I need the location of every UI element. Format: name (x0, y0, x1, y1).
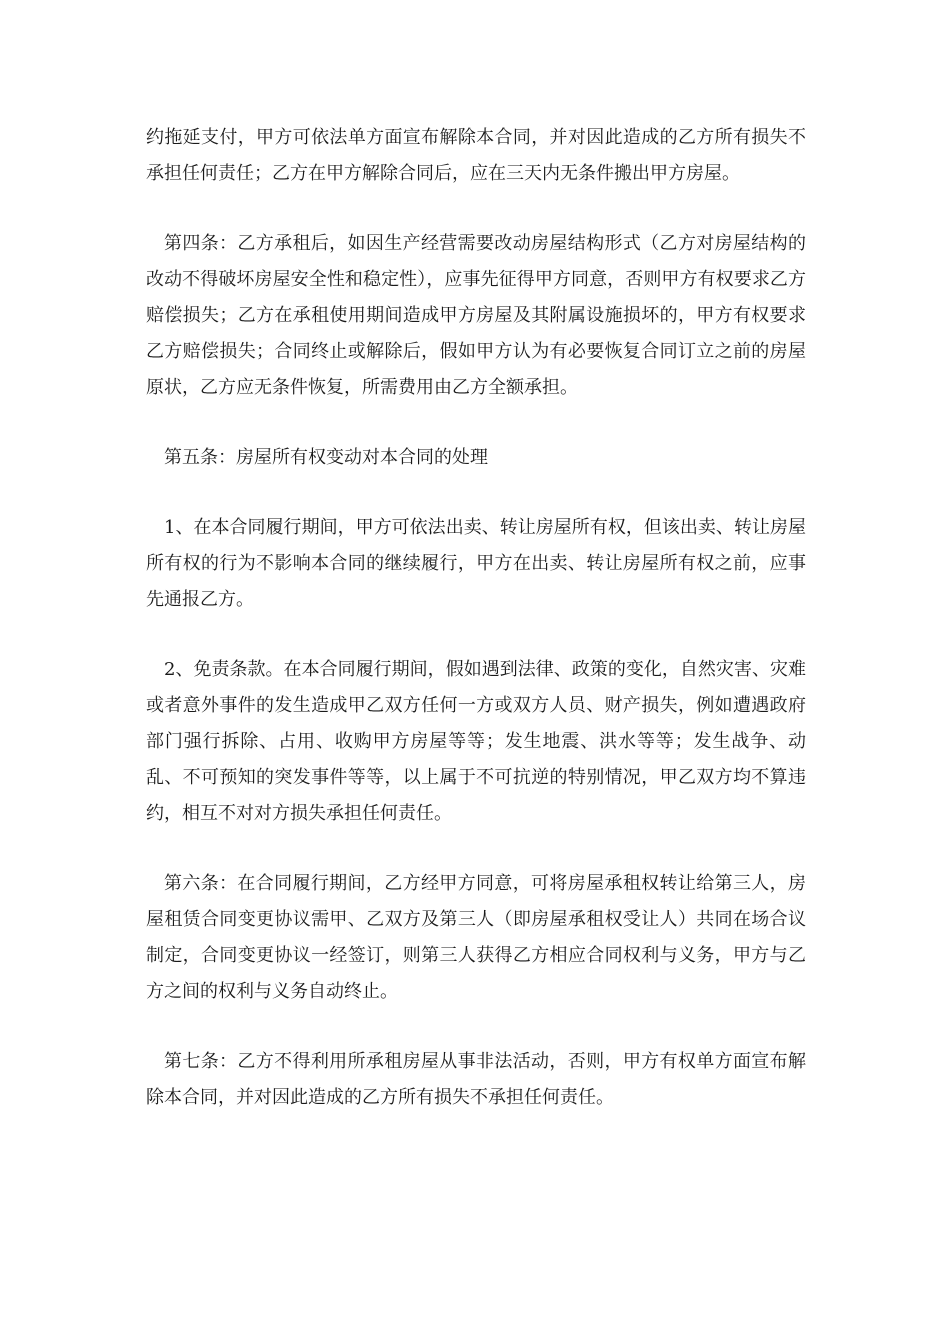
paragraph-continuation: 约拖延支付，甲方可依法单方面宣布解除本合同，并对因此造成的乙方所有损失不承担任何责任；乙方在甲方解除合同后，应在三天内无条件搬出甲方房屋。 (146, 127, 806, 184)
paragraph-article-7: 第七条：乙方不得利用所承租房屋从事非法活动，否则，甲方有权单方面宣布解除本合同，并对因此造成的乙方所有损失不承担任何责任。 (146, 1051, 806, 1108)
paragraph-article-5-item-2: 2、免责条款。在本合同履行期间，假如遇到法律、政策的变化，自然灾害、灾难或者意外事件的发生造成甲乙双方任何一方或双方人员、财产损失，例如遭遇政府部门强行拆除、占用、收购甲方房屋等等；发生地震、洪水等等；发生战争、动乱、不可预知的突发事件等等，以上属于不可抗逆的特别情况，甲乙双方均不算违约，相互不对对方损失承担任何责任。 (146, 659, 806, 824)
paragraph-article-5-heading: 第五条：房屋所有权变动对本合同的处理 (164, 447, 488, 468)
document-body (146, 120, 806, 1150)
paragraph-article-4: 第四条：乙方承租后，如因生产经营需要改动房屋结构形式（乙方对房屋结构的改动不得破坏房屋安全性和稳定性），应事先征得甲方同意，否则甲方有权要求乙方赔偿损失；乙方在承租使用期间造成甲方房屋及其附属设施损坏的，甲方有权要求乙方赔偿损失；合同终止或解除后，假如甲方认为有必要恢复合同订立之前的房屋原状，乙方应无条件恢复，所需费用由乙方全额承担。 (146, 233, 806, 398)
paragraph-article-6: 第六条：在合同履行期间，乙方经甲方同意，可将房屋承租权转让给第三人，房屋租赁合同变更协议需甲、乙双方及第三人（即房屋承租权受让人）共同在场合议制定，合同变更协议一经签订，则第三人获得乙方相应合同权利与义务，甲方与乙方之间的权利与义务自动终止。 (146, 873, 806, 1002)
paragraph-article-5-item-1: 1、在本合同履行期间，甲方可依法出卖、转让房屋所有权，但该出卖、转让房屋所有权的行为不影响本合同的继续履行，甲方在出卖、转让房屋所有权之前，应事先通报乙方。 (146, 517, 806, 610)
